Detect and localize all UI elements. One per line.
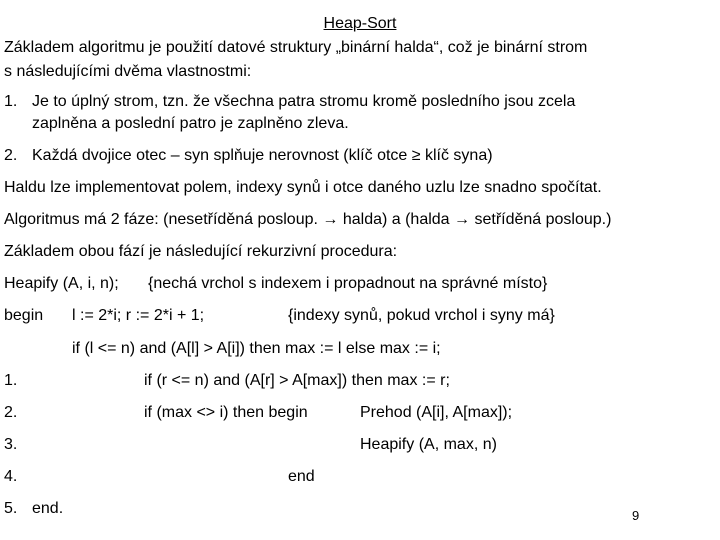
- paragraph-phases: Algoritmus má 2 fáze: (nesetříděná posloup. → halda) a (halda → setříděná posloup.): [4, 211, 612, 228]
- code-assign-indices: l := 2*i; r := 2*i + 1;: [72, 307, 205, 324]
- code-indices-comment: {indexy synů, pokud vrchol i syny má}: [288, 307, 555, 324]
- code-line-number-1: 1.: [4, 372, 18, 389]
- property-1-line-2: zaplněna a poslední patro je zaplněno zleva.: [32, 115, 349, 132]
- code-begin-keyword: begin: [4, 307, 44, 324]
- paragraph-procedure: Základem obou fází je následující rekurzivní procedura:: [4, 243, 398, 260]
- code-line-number-2: 2.: [4, 404, 18, 421]
- code-line-if-max: if (max <> i) then begin: [144, 404, 308, 421]
- property-2-number: 2.: [4, 147, 18, 164]
- code-header-name: Heapify (A, i, n);: [4, 275, 119, 292]
- code-line-number-3: 3.: [4, 436, 18, 453]
- code-line-if-l: if (l <= n) and (A[l] > A[i]) then max := l else max := i;: [72, 340, 441, 357]
- code-line-if-r: if (r <= n) and (A[r] > A[max]) then max := r;: [144, 372, 450, 389]
- paragraph-implementation: Haldu lze implementovat polem, indexy synů i otce daného uzlu lze snadno spočítat.: [4, 179, 602, 196]
- code-final-end: end.: [32, 500, 64, 517]
- code-line-number-4: 4.: [4, 468, 18, 485]
- property-1-line-1: Je to úplný strom, tzn. že všechna patra stromu kromě posledního jsou zcela: [32, 93, 576, 110]
- slide-title: Heap-Sort: [323, 15, 397, 32]
- code-line-end: end: [288, 468, 315, 485]
- code-line-recurse: Heapify (A, max, n): [360, 436, 497, 453]
- property-1-number: 1.: [4, 93, 18, 110]
- code-line-number-5: 5.: [4, 500, 18, 517]
- page-number: 9: [632, 508, 640, 523]
- code-line-swap: Prehod (A[i], A[max]);: [360, 404, 513, 421]
- intro-line-2: s následujícími dvěma vlastnostmi:: [4, 63, 252, 80]
- property-2-line-1: Každá dvojice otec – syn splňuje nerovnost (klíč otce ≥ klíč syna): [32, 147, 493, 164]
- intro-line-1: Základem algoritmu je použití datové struktury „binární halda“, což je binární strom: [4, 39, 588, 56]
- code-header-comment: {nechá vrchol s indexem i propadnout na správné místo}: [148, 275, 548, 292]
